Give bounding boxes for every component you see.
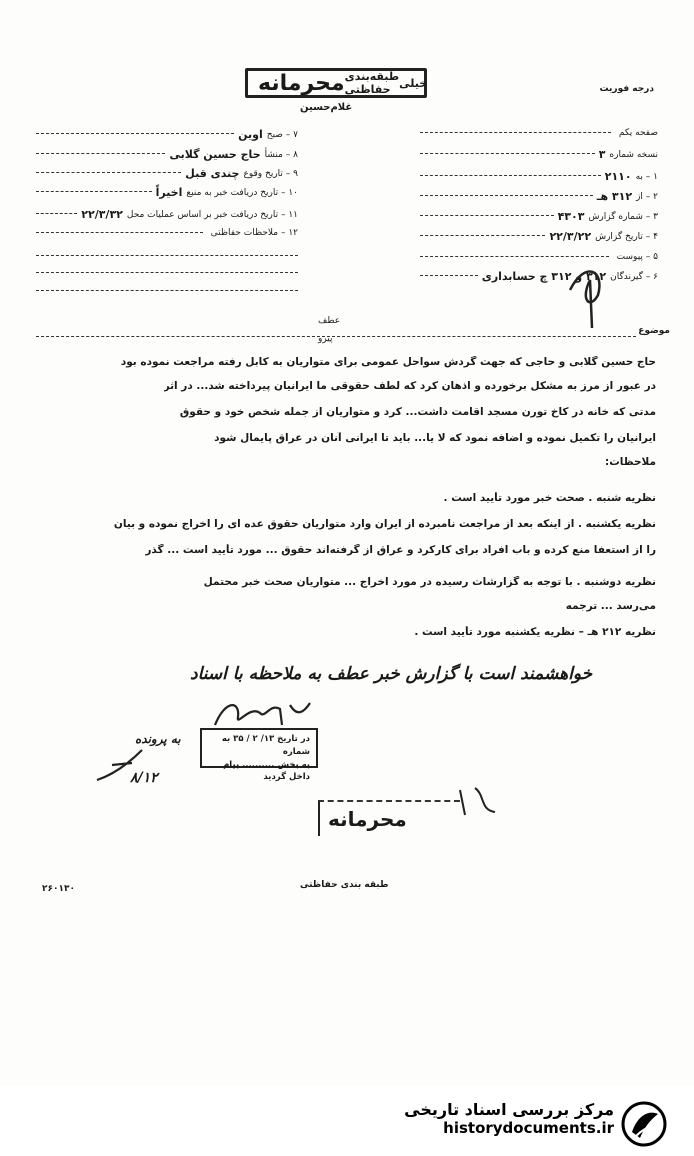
body-line: ایرانیان را تکمیل نموده و اضافه نمود که لا یا... باید تا ایرانی آنان در عراق پایمال شود bbox=[214, 432, 656, 444]
stamp-bottom-text: غلام‌حسین bbox=[300, 102, 353, 113]
field-label: صفحه یکم bbox=[618, 128, 658, 138]
note-line: نظریه یکشنبه . از اینکه بعد از مراجعت نامبرده از ایران وارد متواریان حقوق عده ای را اخراج نموده و بیان bbox=[113, 518, 656, 530]
field-value: ۳۱۲ هـ bbox=[596, 190, 633, 203]
field-label: ۴ – تاریخ گزارش bbox=[595, 231, 658, 242]
stamp-word: محرمانه bbox=[258, 70, 345, 96]
field-value: ۳۱۲ و ۳۱۲ چ حسابداری bbox=[481, 270, 607, 283]
body-line: ملاحظات: bbox=[605, 456, 656, 468]
stamp-handwritten: خیلی bbox=[399, 76, 428, 90]
archive-scribble-icon bbox=[455, 780, 505, 820]
field-value: ۲۱۱۰ bbox=[604, 170, 632, 183]
field-value: ۳ bbox=[598, 148, 606, 161]
field-value: اخیراً bbox=[155, 186, 183, 199]
right-field-row bbox=[420, 148, 658, 161]
body-line: در عبور از مرز به مشکل برخورده و اذهان کرد که لطف حقوقی ما ایرانیان پیرداخته شد... در اثر bbox=[163, 380, 656, 392]
field-dotted-line bbox=[420, 195, 593, 196]
right-field-row bbox=[420, 190, 658, 203]
priority-label: درجه فوریت bbox=[599, 84, 654, 94]
receipt-stamp bbox=[200, 728, 318, 783]
brand-url: historydocuments.ir bbox=[443, 1119, 614, 1137]
right-field-row bbox=[420, 252, 658, 262]
field-label: ۳ – شماره گزارش bbox=[588, 211, 658, 222]
right-field-row bbox=[420, 210, 658, 223]
body-line: حاج حسین گلابی و حاجی که جهت گردش سواحل عمومی برای متواریان به کابل رفته مراجعت نموده بود bbox=[120, 356, 656, 368]
body-line: مدتی که خانه در کاخ تورن مسجد اقامت داشت... کرد و متواریان از جمله شخص خود و حقوق bbox=[179, 406, 656, 418]
field-label: ۶ – گیرندگان bbox=[610, 271, 658, 282]
note-line: را از استعفا منع کرده و باب افراد برای کارکرد و عراق از گرفته‌اند حقوق ... مورد تأیید است ... گذر bbox=[145, 544, 656, 556]
subject-side-label: عطف bbox=[318, 316, 341, 326]
field-label: ۱۲ – ملاحظات حفاظتی bbox=[210, 228, 298, 238]
field-dotted-line bbox=[36, 133, 234, 134]
field-value: ۲۲/۳/۳۲ bbox=[81, 208, 123, 221]
field-dotted-line bbox=[36, 172, 181, 173]
signature-date: ۸/۱۲ bbox=[130, 770, 158, 786]
receipt-stamp-line1: در تاریخ ۱۳/ ۲ / ۳۵ به شماره bbox=[221, 734, 310, 757]
field-dotted-line bbox=[420, 275, 478, 276]
field-dotted-line bbox=[420, 175, 601, 176]
classification-stamp bbox=[245, 68, 427, 98]
brand-logo-icon bbox=[620, 1100, 668, 1148]
subject-side-label-2: پیرو bbox=[318, 334, 333, 344]
field-value: ۲۲/۳/۲۲ bbox=[549, 230, 592, 243]
field-dotted-line bbox=[36, 232, 203, 233]
archive-stamp-word: محرمانه bbox=[328, 807, 407, 831]
field-dotted-line bbox=[36, 191, 152, 192]
subject-label: موضوع bbox=[638, 326, 670, 336]
right-field-row bbox=[420, 270, 658, 283]
field-label: نسخه شماره bbox=[609, 149, 658, 160]
referral-note: به پرونده bbox=[135, 732, 181, 746]
note-line: نظریه ۲۱۲ هـ – نظریه یکشنبه مورد تأیید است . bbox=[414, 626, 656, 638]
field-dotted-line bbox=[420, 153, 595, 154]
document-number: ۲۶۰۱۳۰ bbox=[42, 884, 75, 894]
blank-line bbox=[36, 255, 298, 256]
field-dotted-line bbox=[420, 132, 611, 133]
field-dotted-line bbox=[36, 153, 165, 154]
brand-block bbox=[404, 1100, 614, 1137]
field-value: چندی قبل bbox=[185, 167, 240, 180]
handwritten-annotation: خواهشمند است با گزارش خبر عطف به ملاحظه با اسناد bbox=[190, 664, 593, 684]
archive-stamp bbox=[318, 800, 460, 836]
field-label: ۱۰ – تاریخ دریافت خبر به منبع bbox=[186, 187, 298, 198]
stamp-subtitle: طبقه‌بندی حفاظتی bbox=[344, 70, 400, 96]
left-field-row bbox=[36, 228, 298, 238]
right-field-row bbox=[420, 170, 658, 183]
field-dotted-line bbox=[420, 235, 545, 236]
field-value: حاج حسین گلابی bbox=[169, 148, 261, 161]
field-label: ۲ – از bbox=[636, 191, 658, 202]
blank-line bbox=[36, 290, 298, 291]
note-line: نظریه دوشنبه . با توجه به گزارشات رسیده در مورد اخراج ... متواریان صحت خبر محتمل bbox=[203, 576, 656, 588]
note-line: نظریه شنبه . صحت خبر مورد تأیید است . bbox=[443, 492, 656, 504]
field-dotted-line bbox=[420, 215, 554, 216]
field-label: ۱ – به bbox=[635, 171, 658, 182]
field-label: ۹ – تاریخ وقوع bbox=[243, 168, 298, 179]
field-label: ۸ – منشأ bbox=[264, 149, 298, 160]
receipt-stamp-line2: به بخش .......... پیام داخل گردید bbox=[223, 759, 310, 783]
field-label: ۵ – پیوست bbox=[616, 252, 658, 262]
right-field-row bbox=[420, 230, 658, 243]
field-value: اوین bbox=[238, 128, 263, 141]
footer-classification: طبقه بندی حفاظتی bbox=[300, 880, 389, 890]
note-line: می‌رسد ... ترجمه bbox=[565, 600, 656, 612]
field-value: ۴۳۰۳ bbox=[557, 210, 585, 223]
left-field-row bbox=[36, 167, 298, 180]
brand-name: مرکز بررسی اسناد تاریخی bbox=[404, 1100, 614, 1119]
recipient-scribble-icon bbox=[560, 250, 620, 330]
field-label: ۷ – صبح bbox=[266, 129, 298, 140]
blank-line bbox=[36, 272, 298, 273]
left-field-row bbox=[36, 148, 298, 161]
right-field-row bbox=[420, 128, 658, 138]
left-field-row bbox=[36, 208, 298, 221]
left-field-row bbox=[36, 128, 298, 141]
left-field-row bbox=[36, 186, 298, 199]
field-label: ۱۱ – تاریخ دریافت خبر بر اساس عملیات محل bbox=[126, 209, 298, 220]
field-dotted-line bbox=[36, 213, 77, 214]
subject-line bbox=[36, 336, 636, 337]
